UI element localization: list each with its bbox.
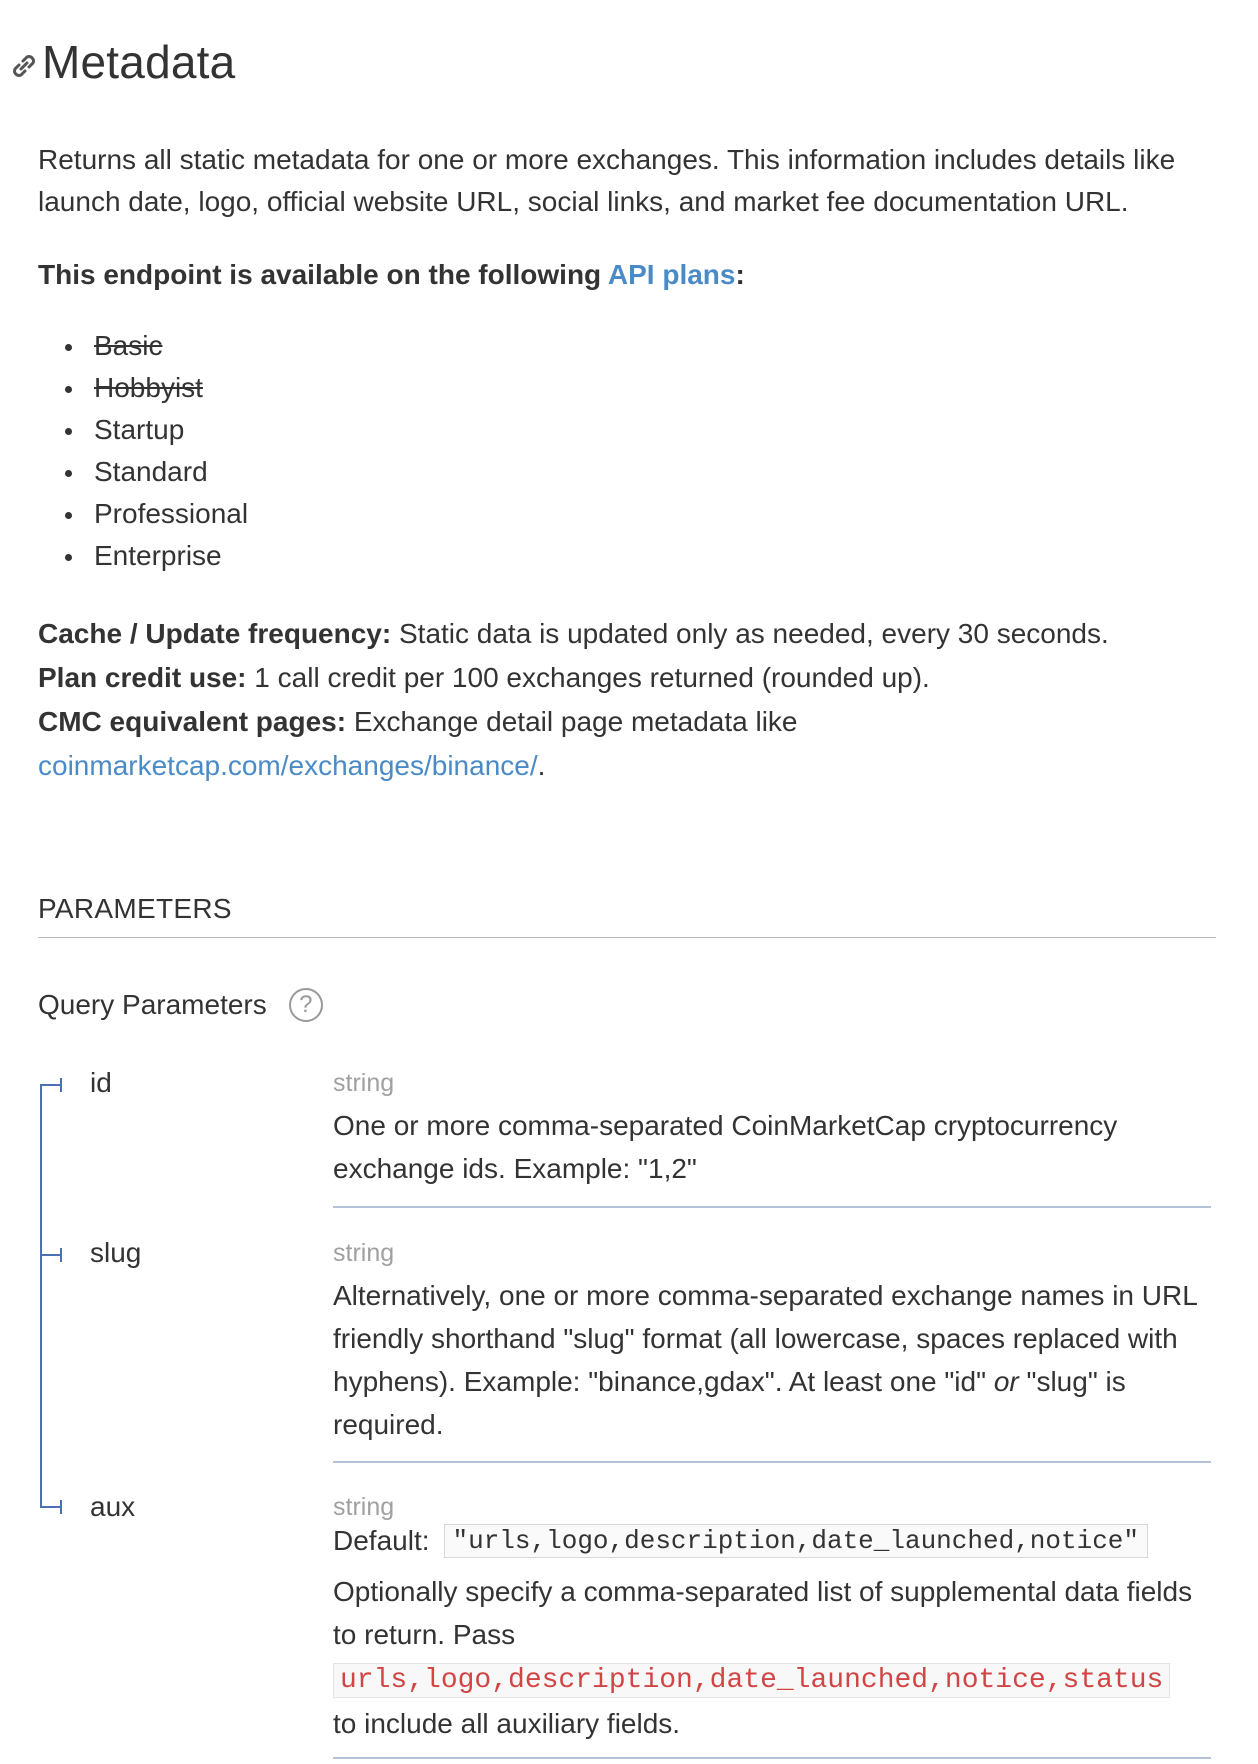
plan-item-startup: [38, 409, 248, 451]
cmc-link[interactable]: coinmarketcap.com/exchanges/binance/: [38, 750, 538, 781]
param-default: [333, 1524, 1148, 1558]
plans-colon: :: [735, 259, 745, 290]
plan-item-basic: [38, 325, 248, 367]
param-type: string: [333, 1239, 395, 1267]
param-type: string: [333, 1493, 395, 1521]
page-title: Metadata: [42, 36, 236, 88]
plan-item-professional: [38, 493, 248, 535]
question-circle-icon[interactable]: ?: [289, 988, 323, 1022]
plan-label: Professional: [94, 498, 249, 529]
page-heading: [8, 32, 235, 92]
cmc-equivalent: [38, 700, 1218, 744]
param-tree-branch: [40, 1084, 62, 1086]
intro-paragraph: Returns all static metadata for one or more exchanges. This information includes details like launch date, logo, official website URL, social links, and market fee documentation URL.: [38, 144, 1176, 217]
plan-credit-use: [38, 656, 1218, 700]
cmc-link-line: [38, 744, 1218, 788]
aux-desc-b: to include all auxiliary fields.: [333, 1708, 681, 1739]
cache-label: Cache / Update frequency:: [38, 618, 392, 649]
credit-text: 1 call credit per 100 exchanges returned (rounded up).: [246, 662, 930, 693]
plan-label: Enterprise: [94, 540, 222, 571]
cmc-label: CMC equivalent pages:: [38, 706, 347, 737]
param-divider: [333, 1461, 1211, 1463]
cache-text: Static data is updated only as needed, every 30 seconds.: [391, 618, 1109, 649]
param-type: string: [333, 1069, 395, 1097]
plan-label: Standard: [94, 456, 208, 487]
param-tree-branch: [40, 1506, 62, 1508]
cmc-end: .: [537, 750, 546, 781]
param-description: [333, 1570, 1213, 1745]
param-description: [333, 1274, 1213, 1446]
default-value: "urls,logo,description,date_launched,notice": [444, 1524, 1149, 1558]
plan-list: [38, 325, 248, 577]
link-icon[interactable]: [8, 50, 40, 82]
slug-desc-b: "slug" is required.: [333, 1366, 1126, 1440]
param-divider: [333, 1757, 1211, 1759]
parameters-divider: [38, 937, 1216, 938]
param-tree-line: [40, 1085, 42, 1507]
plan-label: Basic: [94, 330, 163, 361]
plan-item-hobbyist: [38, 367, 248, 409]
plans-intro-text: This endpoint is available on the following: [38, 259, 608, 290]
plan-label: Hobbyist: [94, 372, 203, 403]
slug-desc-a: Alternatively, one or more comma-separated exchange names in URL friendly shorthand "slug" format (all lowercase, spaces replaced with hyphens). Example: "binance,gdax". At least one "id": [333, 1280, 1197, 1397]
param-name-id: id: [90, 1067, 112, 1098]
slug-desc-em: or: [993, 1366, 1019, 1397]
default-label: Default:: [333, 1525, 430, 1556]
plan-item-standard: [38, 451, 248, 493]
cmc-text: Exchange detail page metadata like: [346, 706, 798, 737]
query-parameters-text: Query Parameters: [38, 989, 267, 1020]
parameters-header: PARAMETERS: [38, 893, 232, 924]
aux-desc-a: Optionally specify a comma-separated list of supplemental data fields to return. Pass: [333, 1576, 1193, 1650]
plan-item-enterprise: [38, 535, 248, 577]
aux-code-value: urls,logo,description,date_launched,notice,status: [333, 1663, 1170, 1698]
param-divider: [333, 1206, 1211, 1208]
cache-frequency: [38, 612, 1218, 656]
query-parameters-label: [38, 988, 323, 1022]
api-plans-link[interactable]: API plans: [607, 259, 736, 290]
param-name-slug: slug: [90, 1237, 142, 1268]
param-tree-branch: [40, 1254, 62, 1256]
param-name-aux: aux: [90, 1491, 136, 1522]
plan-label: Startup: [94, 414, 185, 445]
param-description: One or more comma-separated CoinMarketCap cryptocurrency exchange ids. Example: "1,2": [333, 1110, 1118, 1184]
plans-heading: [38, 254, 1218, 296]
credit-label: Plan credit use:: [38, 662, 247, 693]
